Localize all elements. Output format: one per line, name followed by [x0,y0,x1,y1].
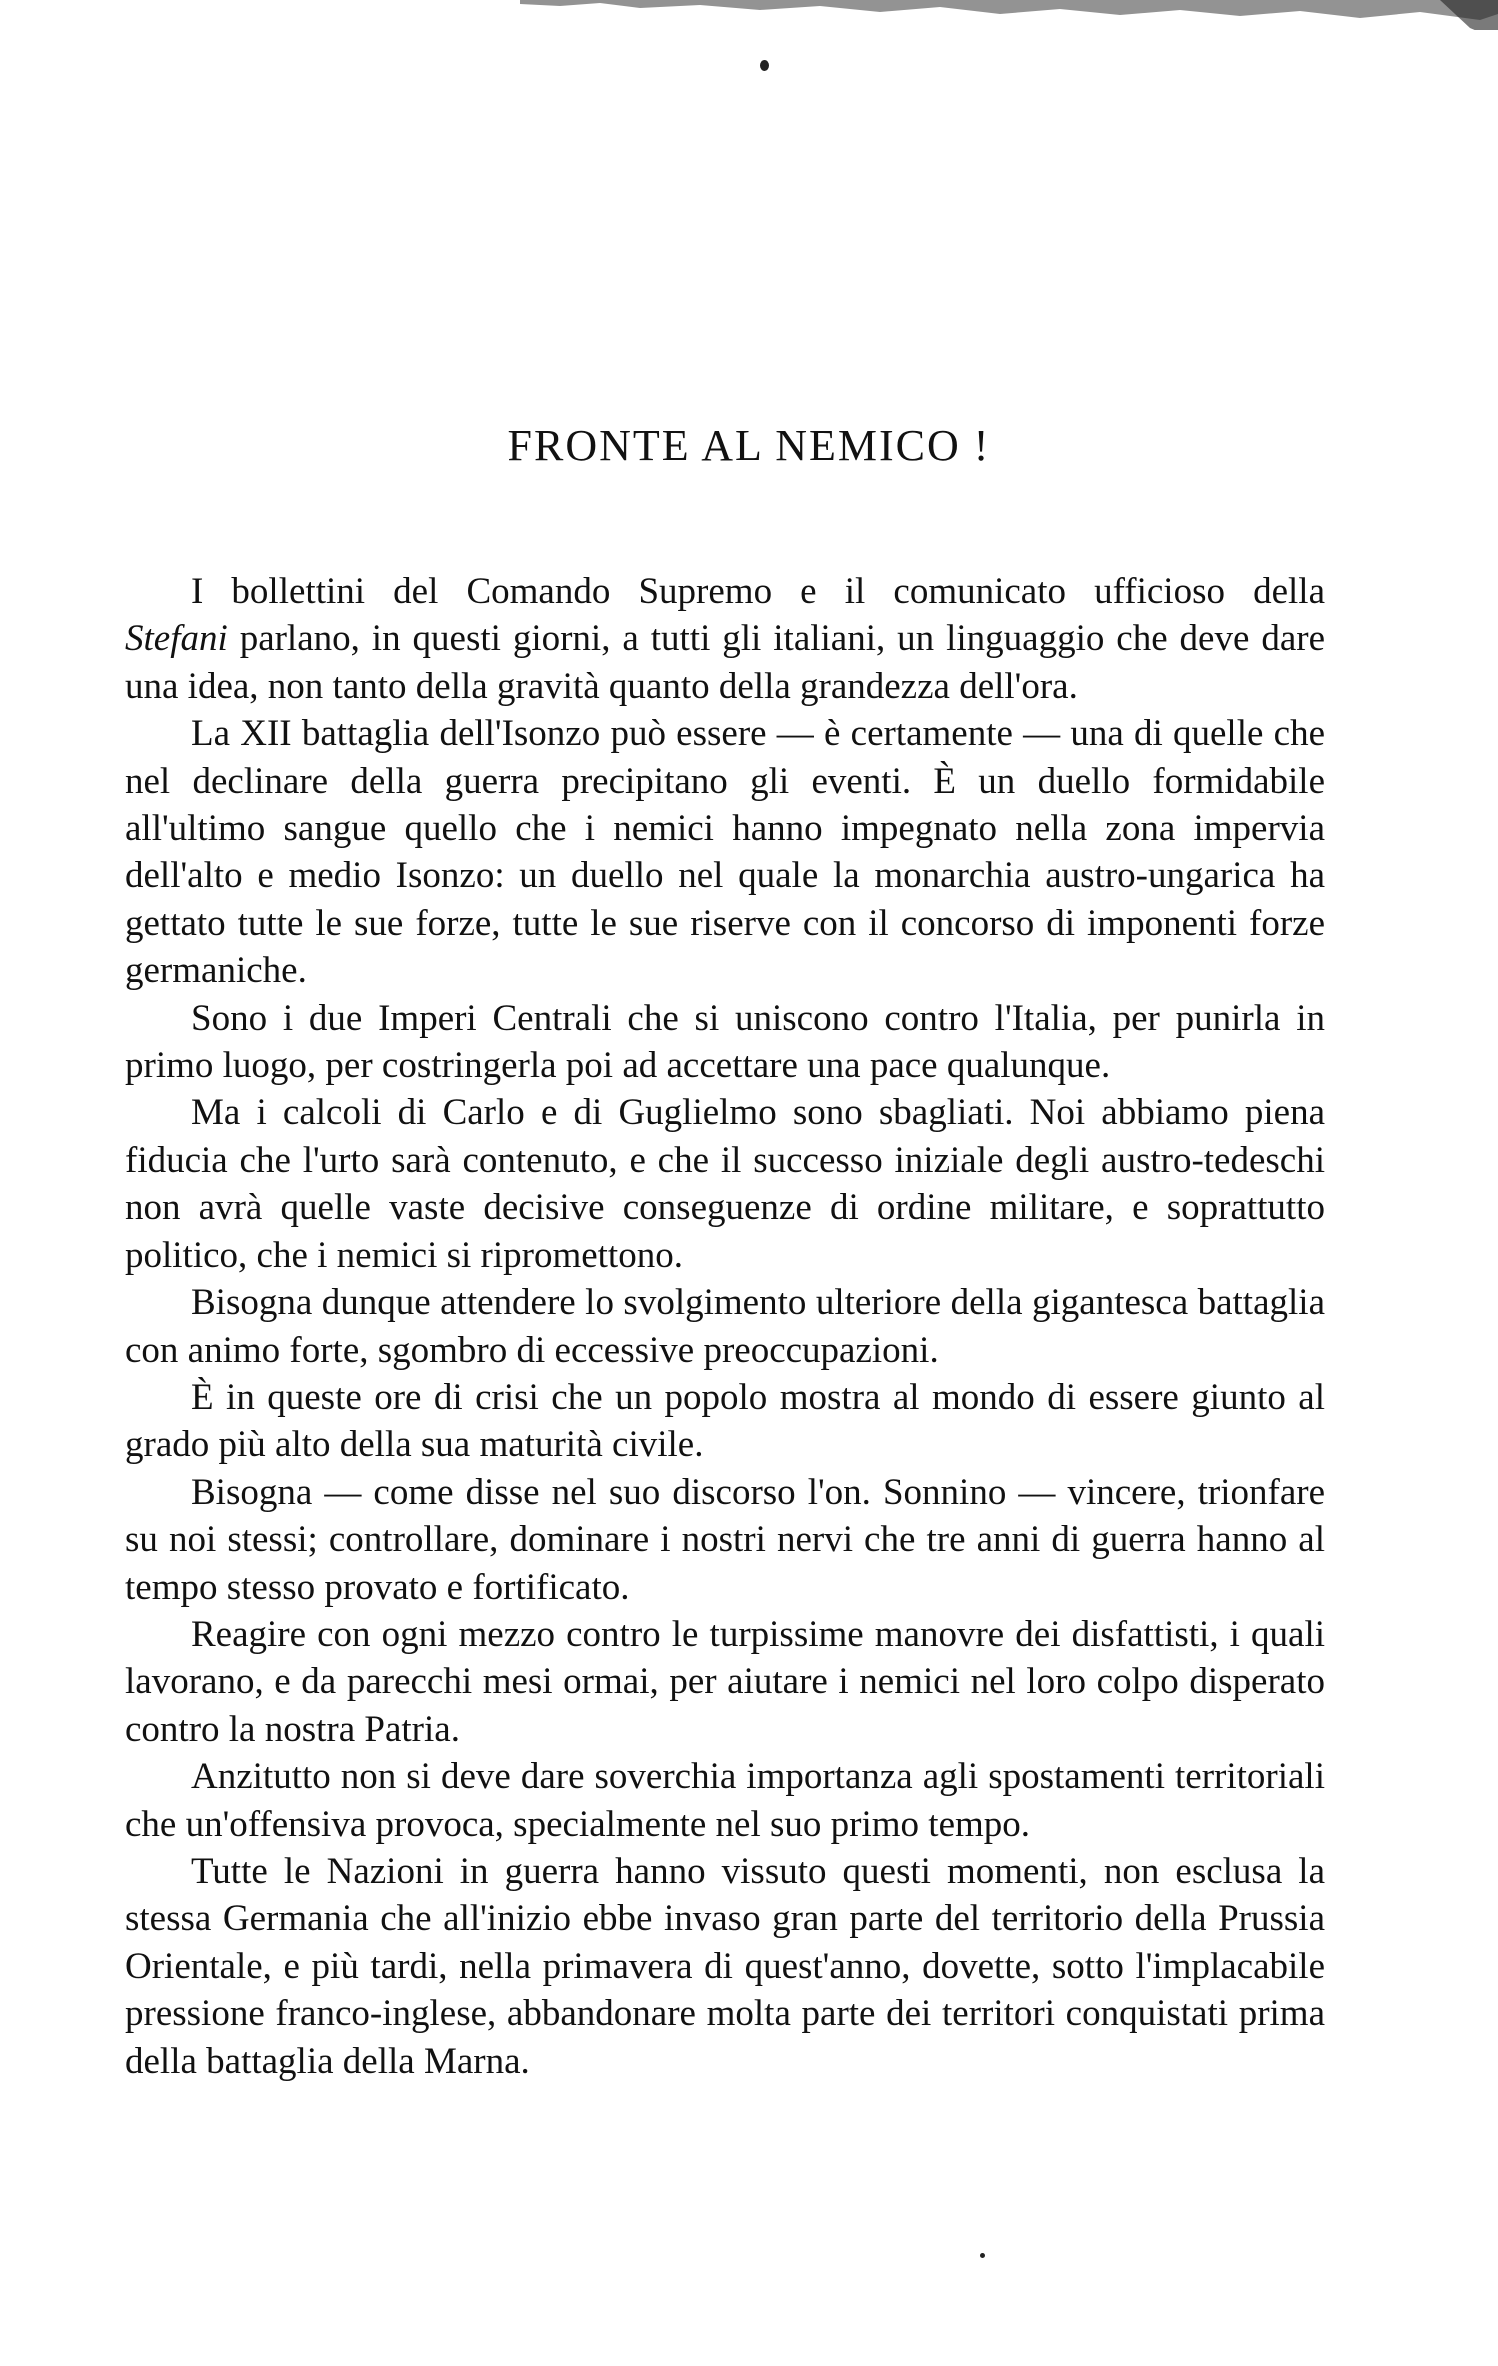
page-title: FRONTE AL NEMICO ! [507,421,991,470]
paragraph-1-continued: Stefani parlano, in questi giorni, a tutti gli italiani, un linguaggio che deve dare una idea, non tanto della gravità quanto della grandezza dell'ora. [125,618,1325,707]
article-body [125,568,1325,2085]
italic-lead: Stefani [125,618,228,660]
paragraph-4: Ma i calcoli di Carlo e di Guglielmo sono sbagliati. Noi abbiamo piena fiducia che l'urto sarà contenuto, e che il successo iniziale degli austro-tedeschi non avrà quelle vaste decisive conseguenze di ordine militare, e soprattutto politico, che i nemici si ripromettono. [125,1092,1325,1276]
paragraph-2: La XII battaglia dell'Isonzo può essere — è certamente — una di quelle che nel declinare della guerra precipitano gli eventi. È un duello formidabile all'ultimo sangue quello che i nemici hanno impegnato nella zona impervia dell'alto e medio Isonzo: un duello nel quale la monarchia austro-ungarica ha gettato tutte le sue forze, tutte le sue riserve con il concorso di imponenti forze germaniche. [125,713,1325,992]
paragraph-1: I bollettini del Comando Supremo e il comunicato ufficioso della [191,571,1325,612]
scan-edge-noise [0,0,1498,30]
paragraph-8: Reagire con ogni mezzo contro le turpissime manovre dei disfattisti, i quali lavorano, e da parecchi mesi ormai, per aiutare i nemici nel loro colpo disperato contro la nostra Patria. [125,1613,1325,1750]
paragraph-9: Anzitutto non si deve dare soverchia importanza agli spostamenti territoriali che un'offensiva provoca, specialmente nel suo primo tempo. [125,1756,1325,1845]
ink-speck [980,2253,985,2258]
paragraph-7: Bisogna — come disse nel suo discorso l'on. Sonnino — vincere, trionfare su noi stessi; controllare, dominare i nostri nervi che tre anni di guerra hanno al tempo stesso provato e fortificato. [125,1471,1325,1608]
paragraph-5: Bisogna dunque attendere lo svolgimento ulteriore della gigantesca battaglia con animo forte, sgombro di eccessive preoccupazioni. [125,1282,1325,1371]
paragraph-3: Sono i due Imperi Centrali che si uniscono contro l'Italia, per punirla in primo luogo, per costringerla poi ad accettare una pace qualunque. [125,997,1325,1087]
paragraph-6: È in queste ore di crisi che un popolo mostra al mondo di essere giunto al grado più alto della sua maturità civile. [125,1376,1325,1466]
paragraph-10: Tutte le Nazioni in guerra hanno vissuto questi momenti, non esclusa la stessa Germania che all'inizio ebbe invaso gran parte del territorio della Prussia Orientale, e più tardi, nella primavera di quest'anno, dovette, sotto l'implacabile pressione franco-inglese, abbandonare molta parte dei territori conquistati prima della battaglia della Marna. [125,1850,1325,2082]
ink-speck [760,60,769,71]
